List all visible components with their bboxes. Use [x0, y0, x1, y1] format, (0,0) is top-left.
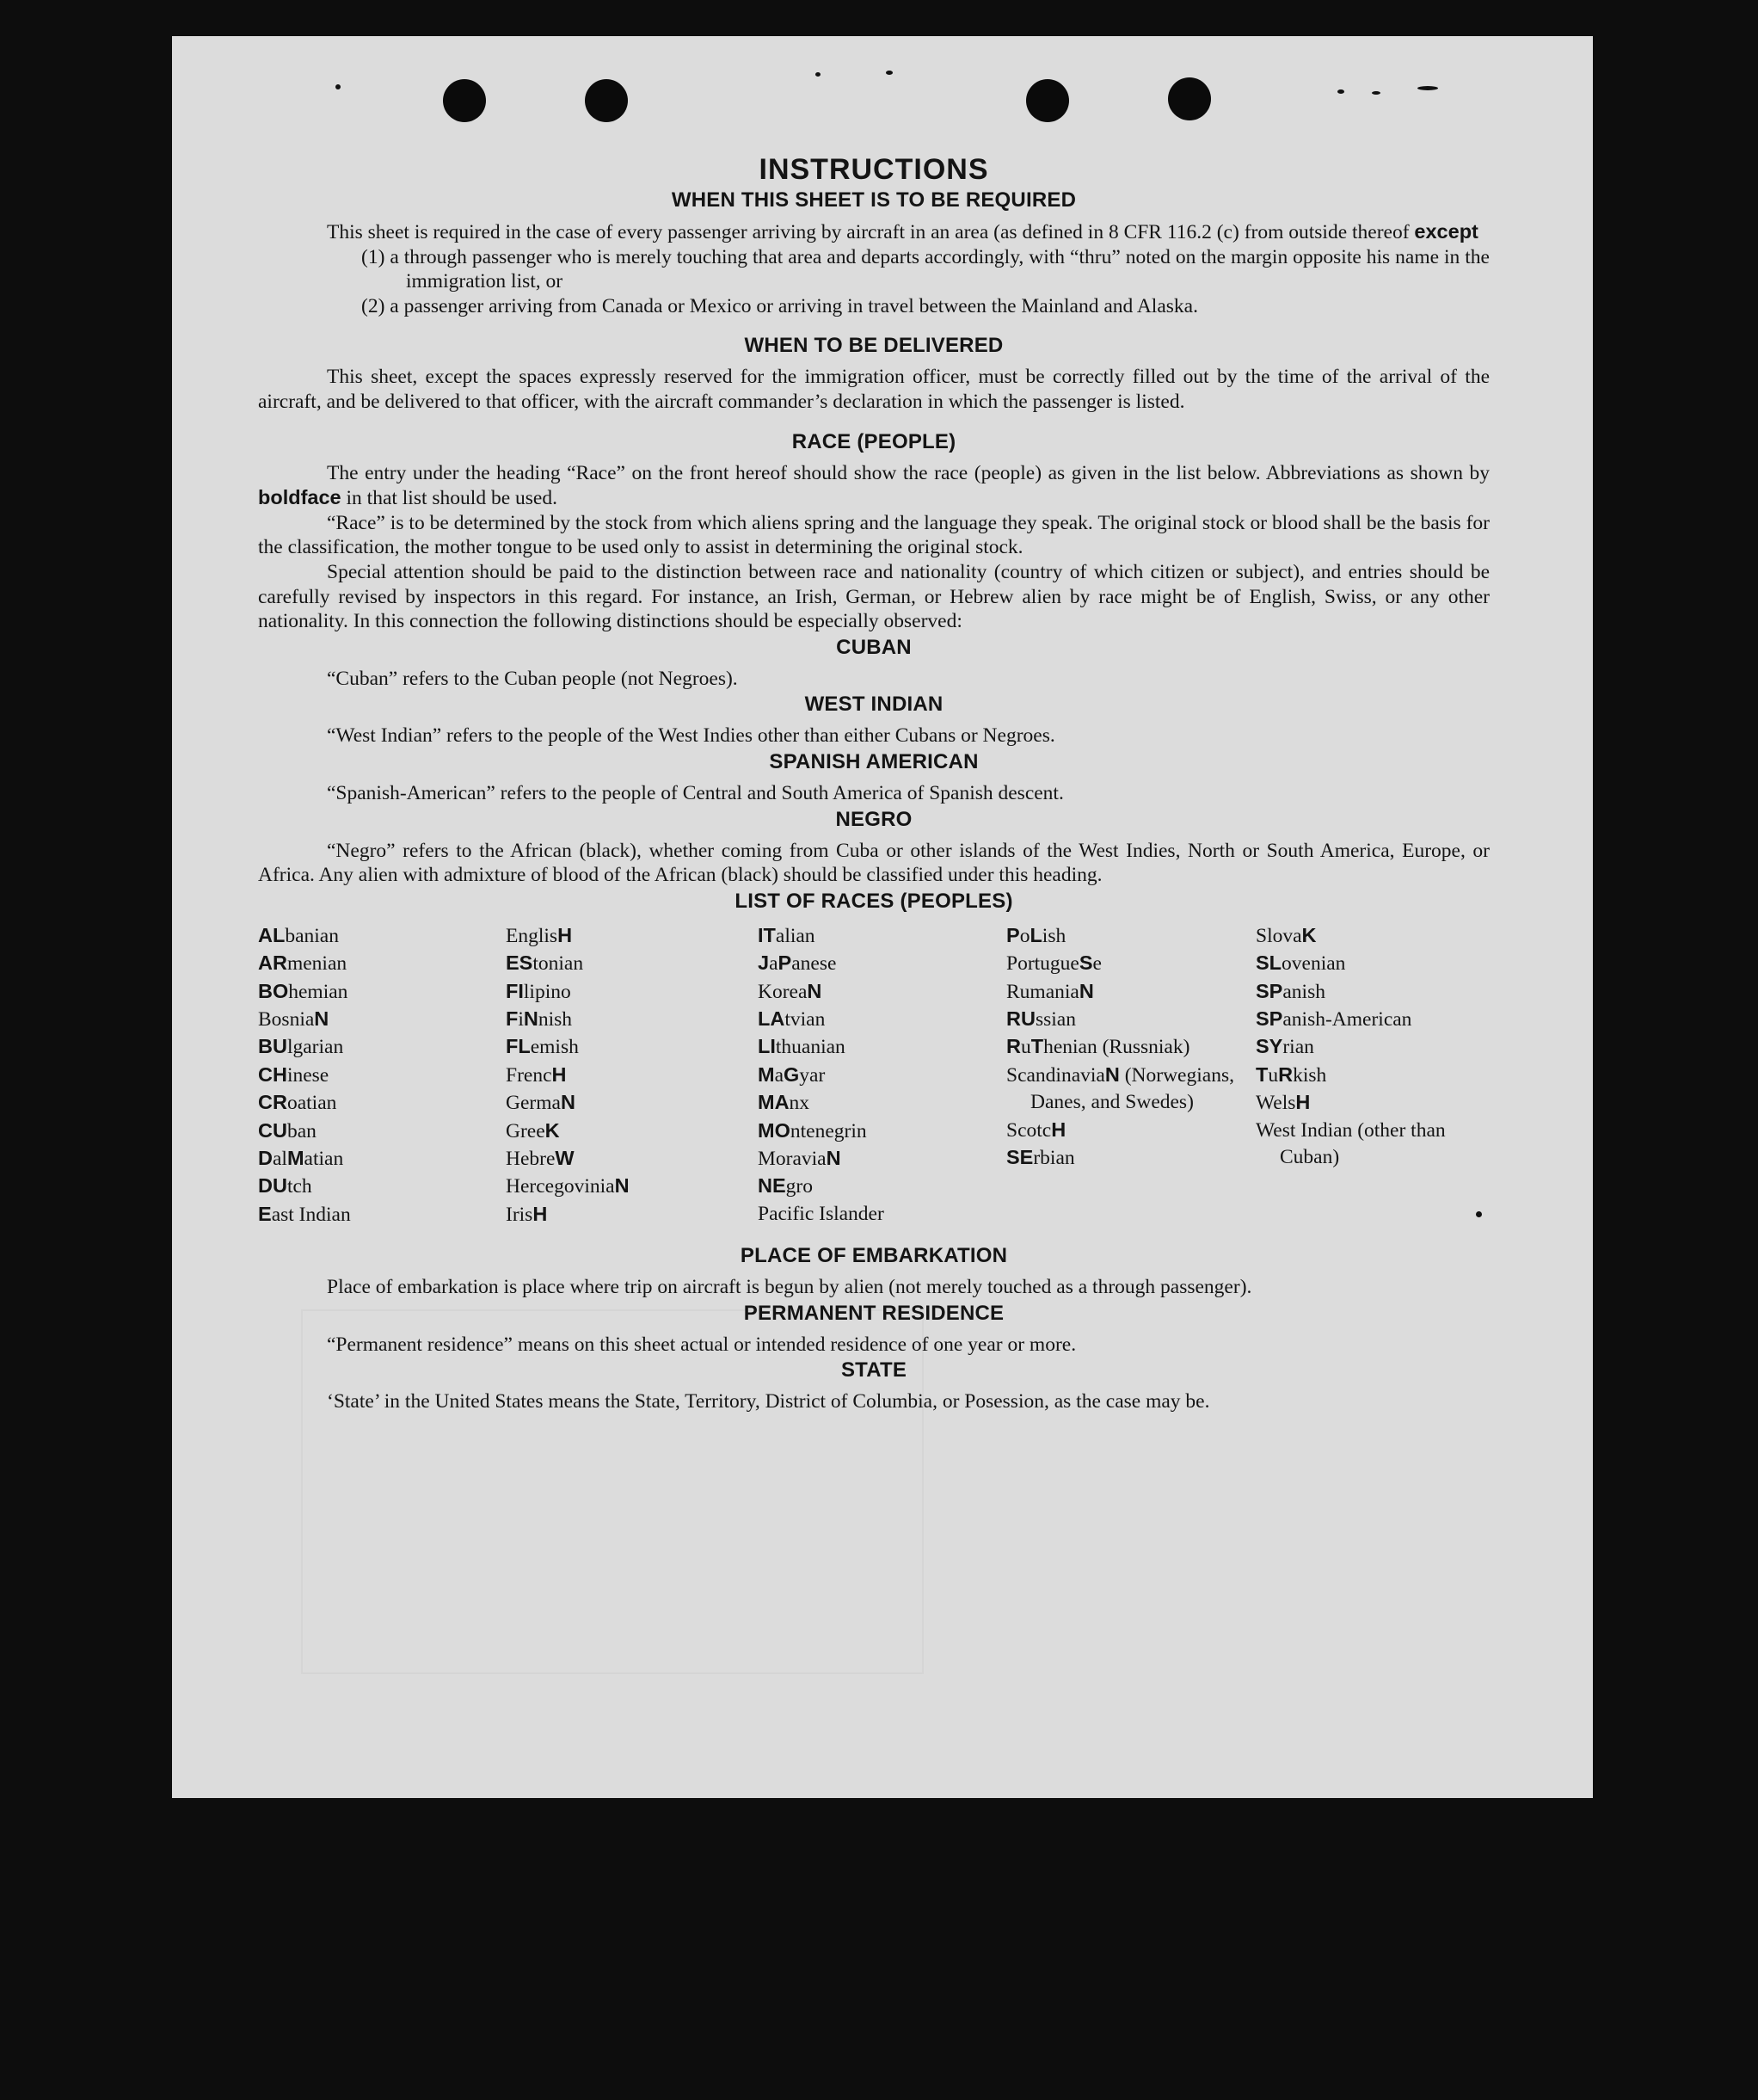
race-item: TuRkish	[1256, 1062, 1327, 1087]
punch-hole	[1168, 77, 1211, 120]
race-item: MOntenegrin	[758, 1118, 867, 1142]
speck	[1372, 91, 1380, 95]
race-column	[258, 922, 506, 1229]
race-item: LAtvian	[758, 1007, 826, 1031]
race-item: RuThenian (Russniak)	[1006, 1035, 1190, 1059]
race-item: ScotcH	[1006, 1118, 1066, 1142]
race-item: KoreaN	[758, 979, 822, 1003]
race-item: EnglisH	[506, 923, 573, 947]
race-item: BosniaN	[258, 1007, 329, 1031]
embarkation-text: Place of embarkation is place where trip on aircraft is begun by alien (not merely touched as a through passenger).	[327, 1276, 1252, 1299]
race-item: FrencH	[506, 1062, 567, 1087]
race-item: West Indian (other than Cuban)	[1256, 1118, 1446, 1168]
race-item: NEgro	[758, 1174, 813, 1198]
heading-permanent-residence: PERMANENT RESIDENCE	[743, 1301, 1005, 1325]
speck	[335, 84, 341, 89]
race-item: IrisH	[506, 1202, 548, 1226]
race-item: EStonian	[506, 951, 584, 976]
race-item: MAnx	[758, 1091, 810, 1115]
race-item: SPanish-American	[1256, 1007, 1412, 1031]
race-item: DalMatian	[258, 1146, 344, 1170]
when-required-item-2: (2) a passenger arriving from Canada or Mexico or arriving in travel between the Mainland and Alaska.	[361, 294, 1198, 317]
speck	[886, 71, 893, 75]
heading-list-of-races: LIST OF RACES (PEOPLES)	[735, 889, 1013, 913]
race-item: FIlipino	[506, 979, 571, 1003]
heading-embarkation: PLACE OF EMBARKATION	[740, 1244, 1008, 1268]
race-item: SlovaK	[1256, 923, 1317, 947]
speck	[815, 72, 821, 77]
race-item: East Indian	[258, 1202, 351, 1226]
heading-when-delivered: WHEN TO BE DELIVERED	[744, 334, 1004, 358]
heading-when-required: WHEN THIS SHEET IS TO BE REQUIRED	[671, 188, 1077, 212]
negro-text: “Negro” refers to the African (black), whether coming from Cuba or other islands of the West Indies, North or South America, Europe, or Africa. Any alien with admixture of blood of the African (black) should be classified under this heading.	[258, 839, 1490, 887]
permanent-residence-text: “Permanent residence” means on this sheet actual or intended residence of one year or more.	[327, 1333, 1077, 1356]
race-item: ARmenian	[258, 951, 347, 976]
document-page	[172, 36, 1593, 1798]
heading-west-indian: WEST INDIAN	[804, 693, 944, 717]
race-column	[1006, 922, 1256, 1229]
punch-hole	[443, 79, 486, 122]
heading-cuban: CUBAN	[836, 635, 912, 659]
race-item: MoraviaN	[758, 1146, 841, 1170]
speck	[1417, 86, 1438, 90]
speck	[1337, 89, 1344, 94]
race-item: LIthuanian	[758, 1035, 845, 1059]
heading-negro: NEGRO	[835, 807, 913, 831]
race-item: BUlgarian	[258, 1035, 344, 1059]
race-paragraph-3: Special attention should be paid to the distinction between race and nationality (country of which citizen or subject), and entries should be carefully revised by inspectors in this regard. For instance, an Irish, German, or Hebrew alien by race might be of English, Swiss, or any other nationality. In this connection the following distinctions should be especially observed:	[258, 560, 1490, 633]
race-item: SErbian	[1006, 1145, 1075, 1169]
when-required-intro: This sheet is required in the case of every passenger arriving by aircraft in an area (as defined in 8 CFR 116.2 (c) from outside thereof except	[327, 220, 1478, 243]
race-item: CHinese	[258, 1062, 329, 1087]
cuban-text: “Cuban” refers to the Cuban people (not Negroes).	[327, 667, 738, 690]
race-paragraph-1: The entry under the heading “Race” on the front hereof should show the race (people) as given in the list below. Abbreviations as shown by boldface in that list should be used.	[258, 461, 1490, 510]
race-item: ScandinaviaN (Norwegians, Danes, and Swedes)	[1006, 1062, 1234, 1114]
race-item: RumaniaN	[1006, 979, 1094, 1003]
race-item: FLemish	[506, 1035, 579, 1059]
race-item: DUtch	[258, 1174, 312, 1198]
instructions-content	[258, 153, 1490, 1414]
race-column	[1256, 922, 1490, 1229]
spanish-american-text: “Spanish-American” refers to the people of Central and South America of Spanish descent.	[327, 781, 1064, 804]
race-item: WelsH	[1256, 1091, 1311, 1115]
race-item: HebreW	[506, 1146, 575, 1170]
race-item: ITalian	[758, 923, 815, 947]
race-paragraph-2: “Race” is to be determined by the stock from which aliens spring and the language they speak. The original stock or blood shall be the basis for the classification, the mother tongue to be used only to assist in determining the original stock.	[258, 511, 1490, 559]
race-item: JaPanese	[758, 951, 837, 976]
race-column	[506, 922, 758, 1229]
race-item: SYrian	[1256, 1035, 1314, 1059]
race-item: RUssian	[1006, 1007, 1076, 1031]
race-item: SLovenian	[1256, 951, 1346, 976]
page-title: INSTRUCTIONS	[759, 153, 989, 186]
race-column	[758, 922, 1006, 1229]
race-item: Pacific Islander	[758, 1202, 884, 1225]
punch-hole	[585, 79, 628, 122]
race-item: CUban	[258, 1118, 317, 1142]
race-item: PoLish	[1006, 923, 1066, 947]
state-text: ‘State’ in the United States means the State, Territory, District of Columbia, or Posession, as the case may be.	[327, 1390, 1210, 1413]
when-delivered-text: This sheet, except the spaces expressly reserved for the immigration officer, must be correctly filled out by the time of the arrival of the aircraft, and be delivered to that officer, with the aircraft commander’s declaration in which the passenger is listed.	[258, 366, 1490, 413]
when-required-item-1: (1) a through passenger who is merely touching that area and departs accordingly, with “thru” noted on the margin opposite his name in the immigration list, or	[361, 245, 1490, 293]
heading-spanish-american: SPANISH AMERICAN	[769, 749, 979, 773]
race-item: BOhemian	[258, 979, 348, 1003]
race-item: MaGyar	[758, 1062, 826, 1087]
race-item: SPanish	[1256, 979, 1325, 1003]
race-item: FiNnish	[506, 1007, 573, 1031]
race-item: GermaN	[506, 1091, 575, 1115]
race-item: GreeK	[506, 1118, 560, 1142]
punch-hole	[1026, 79, 1069, 122]
heading-race: RACE (PEOPLE)	[791, 429, 956, 453]
heading-state: STATE	[840, 1358, 907, 1383]
west-indian-text: “West Indian” refers to the people of the West Indies other than either Cubans or Negroes.	[327, 724, 1055, 748]
race-list	[258, 922, 1490, 1229]
race-item: HercegoviniaN	[506, 1174, 630, 1198]
race-item: PortugueSe	[1006, 951, 1102, 976]
race-item: CRoatian	[258, 1091, 337, 1115]
race-item: ALbanian	[258, 923, 339, 947]
